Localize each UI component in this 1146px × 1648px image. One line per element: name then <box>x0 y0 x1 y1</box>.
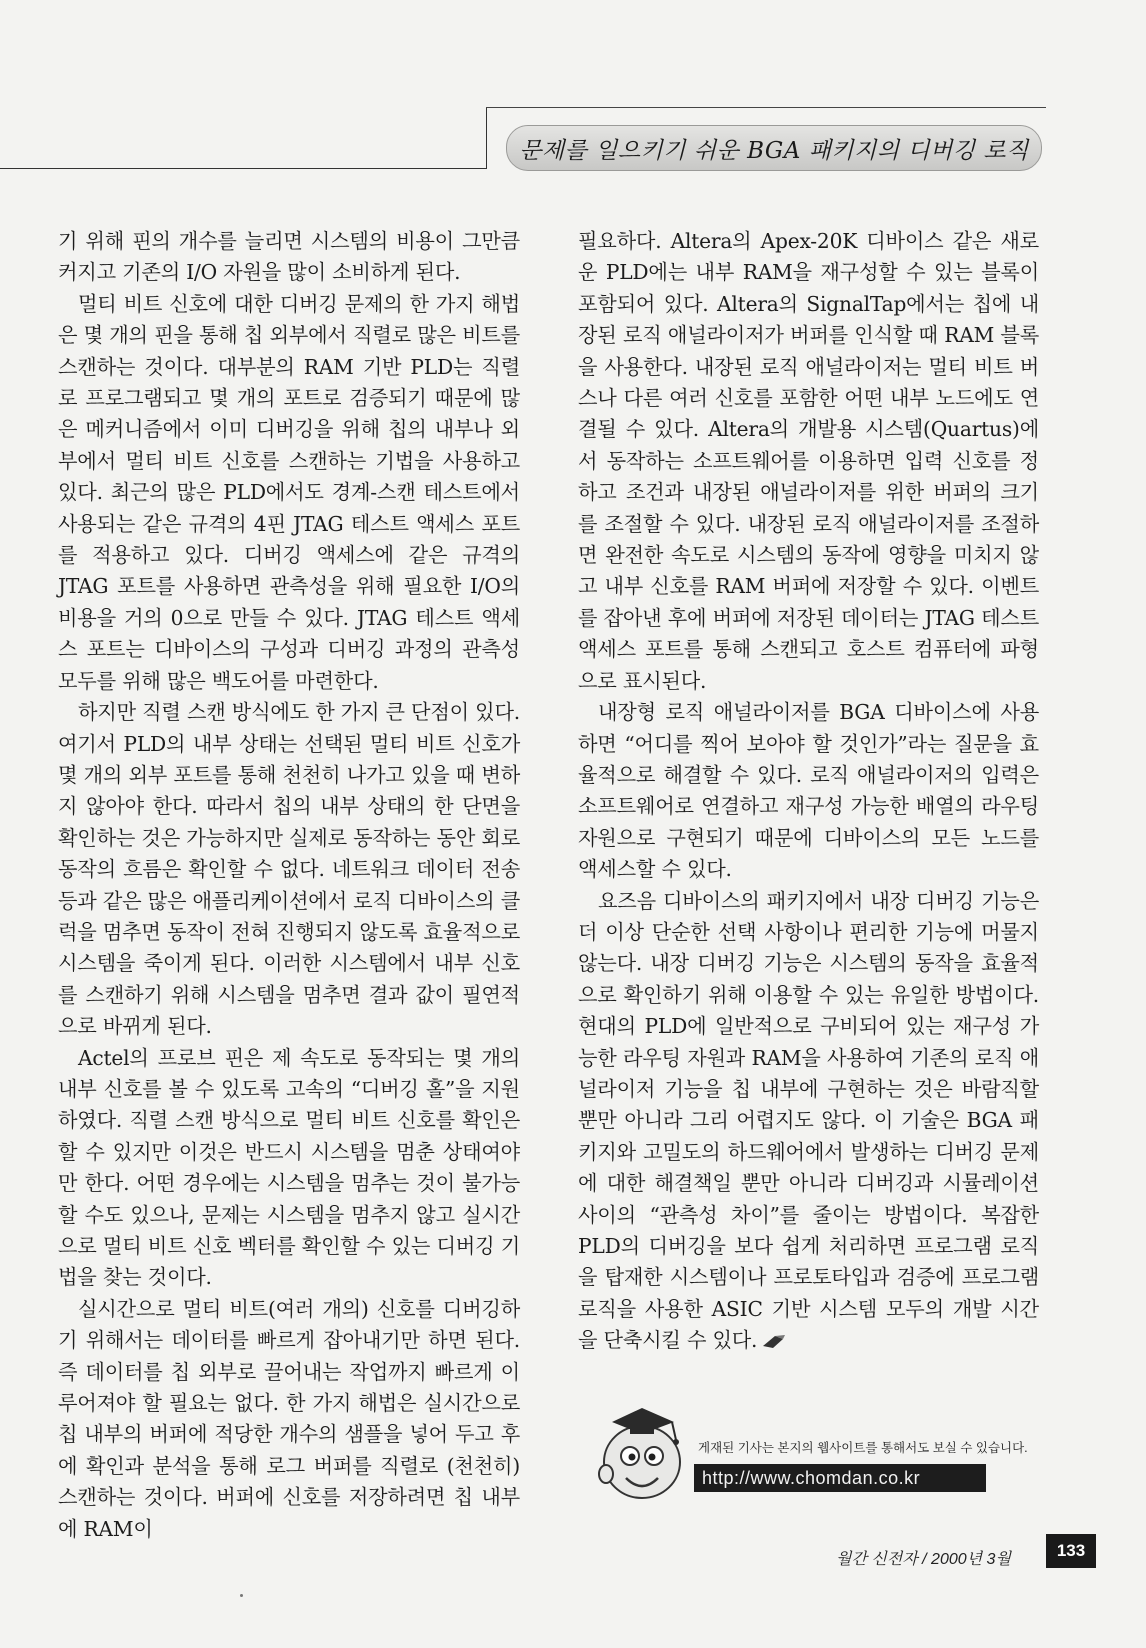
page-title: 문제를 일으키기 쉬운 BGA 패키지의 디버깅 로직 <box>519 137 1029 164</box>
paragraph: 멀티 비트 신호에 대한 디버깅 문제의 한 가지 해법은 몇 개의 핀을 통해 칩 외부에서 직렬로 많은 비트를 스캔하는 것이다. 대부분의 RAM 기반 PLD는 직렬로 프로그램되고 몇 개의 포트로 검증되기 때문에 많은 메커니즘에서 이미 디버깅을 위해 칩의 내부나 외부에서 멀티 비트 신호를 스캔하는 기법을 사용하고 있다. 최근의 많은 PLD에서도 경계-스캔 테스트에서 사용되는 같은 규격의 4핀 JTAG 테스트 액세스 포트를 적용하고 있다. 디버깅 액세스에 같은 규격의 JTAG 포트를 사용하면 관측성을 위해 필요한 I/O의 비용을 거의 0으로 만들 수 있다. JTAG 테스트 액세스 포트는 디바이스의 구성과 디버깅 과정의 관측성 모두를 위해 많은 백도어를 마련한다. <box>58 291 520 693</box>
scan-dot <box>240 1594 243 1597</box>
header-banner <box>506 125 1042 171</box>
paragraph: 내장형 로직 애널라이저를 BGA 디바이스에 사용하면 “어디를 찍어 보아야 할 것인가”라는 질문을 효율적으로 해결할 수 있다. 로직 애널라이저의 입력은 소프트웨어로 연결하고 재구성 가능한 배열의 라우팅 자원으로 구현되기 때문에 디바이스의 모든 노드를 액세스할 수 있다. <box>578 700 1039 882</box>
page-number: 133 <box>1046 1534 1096 1568</box>
paragraph-last <box>578 886 1039 1357</box>
paragraph: 실시간으로 멀티 비트(여러 개의) 신호를 디버깅하기 위해서는 데이터를 빠르게 잡아내기만 하면 된다. 즉 데이터를 칩 외부로 끌어내는 작업까지 빠르게 이루어져야 할 필요는 없다. 한 가지 해법은 실시간으로 칩 내부의 버퍼에 적당한 개수의 샘플을 넣어 두고 후에 확인과 분석을 통해 로그 버퍼를 직렬로 (천천히) 스캔하는 것이다. 버퍼에 신호를 저장하려면 칩 내부에 RAM이 <box>58 1296 520 1541</box>
header-rule-vertical <box>486 107 487 169</box>
website-promo <box>592 1400 1042 1520</box>
footer-issue: 월간 신전자 / 2000년 3월 <box>836 1551 1011 1568</box>
paragraph: 필요하다. Altera의 Apex-20K 디바이스 같은 새로운 PLD에는 내부 RAM을 재구성할 수 있는 블록이 포함되어 있다. Altera의 SignalTap에서는 칩에 내장된 로직 애널라이저가 버퍼를 인식할 때 RAM 블록을 사용한다. 내장된 로직 애널라이저는 멀티 비트 버스나 다른 여러 신호를 포함한 어떤 내부 노드에도 연결될 수 있다. Altera의 개발용 시스템(Quartus)에서 동작하는 소프트웨어를 이용하면 입력 신호를 정하고 조건과 내장된 애널라이저를 위한 버퍼의 크기를 조절할 수 있다. 내장된 로직 애널라이저를 조절하면 완전한 속도로 시스템의 동작에 영향을 미치지 않고 내부 신호를 RAM 버퍼에 저장할 수 있다. 이벤트를 잡아낸 후에 버퍼에 저장된 데이터는 JTAG 테스트 액세스 포트를 통해 스캔되고 호스트 컴퓨터에 파형으로 표시된다. <box>578 229 1039 693</box>
header-rule <box>0 168 487 169</box>
header-rule-right <box>486 107 1046 108</box>
website-link[interactable]: http://www.chomdan.co.kr <box>694 1464 986 1492</box>
paragraph-text: 요즈음 디바이스의 패키지에서 내장 디버깅 기능은 더 이상 단순한 선택 사항이나 편리한 기능에 머물지 않는다. 내장 디버깅 기능은 시스템의 동작을 효율적으로 확인하기 위해 이용할 수 있는 유일한 방법이다. 현대의 PLD에 일반적으로 구비되어 있는 재구성 가능한 라우팅 자원과 RAM을 사용하여 기존의 로직 애널라이저 기능을 칩 내부에 구현하는 것은 바람직할 뿐만 아니라 그리 어렵지도 않다. 이 기술은 BGA 패키지와 고밀도의 하드웨어에서 발생하는 디버깅 문제에 대한 해결책일 뿐만 아니라 디버깅과 시뮬레이션 사이의 “관측성 차이”를 줄이는 방법이다. 복잡한 PLD의 디버깅을 보다 쉽게 처리하면 프로그램 로직을 탑재한 시스템이나 프로토타입과 검증에 프로그램 로직을 사용한 ASIC 기반 시스템 모두의 개발 시간을 단축시킬 수 있다. <box>578 888 1039 1353</box>
paragraph: Actel의 프로브 핀은 제 속도로 동작되는 몇 개의 내부 신호를 볼 수 있도록 고속의 “디버깅 홀”을 지원하였다. 직렬 스캔 방식으로 멀티 비트 신호를 확인은 할 수 있지만 이것은 반드시 시스템을 멈춘 상태여야만 한다. 어떤 경우에는 시스템을 멈추는 것이 불가능할 수도 있으나, 문제는 시스템을 멈추지 않고 실시간으로 멀티 비트 신호 벡터를 확인할 수 있는 디버깅 기법을 찾는 것이다. <box>58 1045 520 1290</box>
mascot-icon <box>592 1400 692 1510</box>
paragraph: 하지만 직렬 스캔 방식에도 한 가지 큰 단점이 있다. 여기서 PLD의 내부 상태는 선택된 멀티 비트 신호가 몇 개의 외부 포트를 통해 천천히 나가고 있을 때 변하지 않아야 한다. 따라서 칩의 내부 상태의 한 단면을 확인하는 것은 가능하지만 실제로 동작하는 동안 회로 동작의 흐름은 확인할 수 없다. 네트워크 데이터 전송 등과 같은 많은 애플리케이션에서 로직 디바이스의 클럭을 멈추면 동작이 전혀 진행되지 않도록 효율적으로 시스템을 죽이게 된다. 이러한 시스템에서 내부 신호를 스캔하기 위해 시스템을 멈추면 결과 값이 필연적으로 바뀌게 된다. <box>58 700 520 1039</box>
left-column <box>58 226 520 1545</box>
end-mark-icon <box>761 1333 787 1349</box>
paragraph: 기 위해 핀의 개수를 늘리면 시스템의 비용이 그만큼 커지고 기존의 I/O 자원을 많이 소비하게 된다. <box>58 229 520 285</box>
promo-text: 게재된 기사는 본지의 웹사이트를 통해서도 보실 수 있습니다. <box>698 1441 1028 1455</box>
right-column <box>578 226 1039 1357</box>
